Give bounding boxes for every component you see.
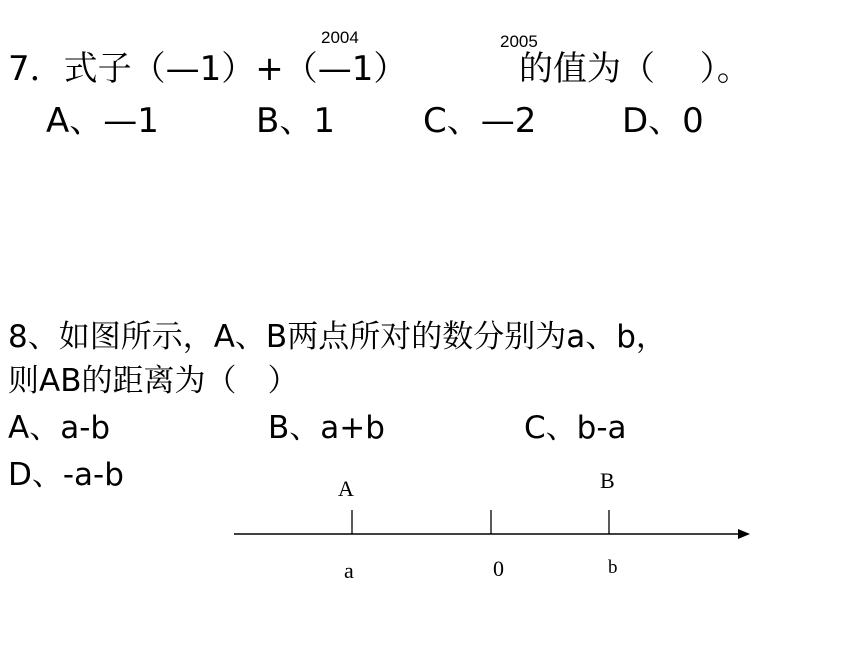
q8-choice-c: C、b-a: [524, 410, 627, 446]
point-b-label: B: [600, 468, 615, 493]
value-b-label: b: [608, 557, 618, 578]
q8-stem-line2: 则AB的距离为（ ）: [8, 363, 299, 399]
value-a-label: a: [344, 558, 354, 583]
q7-exponent-1: 2004: [321, 28, 359, 47]
q8-choice-d: D、-a-b: [8, 457, 124, 493]
q8-choice-a: A、a-b: [8, 410, 111, 446]
q7-prefix: 7．式子（—1）+（—1）: [8, 49, 408, 89]
number-line-arrowhead: [738, 529, 750, 539]
q7-exponent-2: 2005: [500, 32, 538, 51]
point-a-label: A: [338, 476, 354, 501]
q7-choice-b: B、1: [256, 101, 335, 141]
value-zero-label: 0: [493, 556, 504, 581]
q7-choice-a: A、—1: [46, 101, 159, 141]
q7-choice-c: C、—2: [423, 101, 537, 141]
q7-choice-d: D、0: [622, 101, 704, 141]
q8-stem-line1: 8、如图所示，A、B两点所对的数分别为a、b，: [8, 319, 667, 355]
q7-suffix: 的值为（ ）。: [519, 49, 751, 89]
q8-choice-b: B、a+b: [268, 410, 385, 446]
